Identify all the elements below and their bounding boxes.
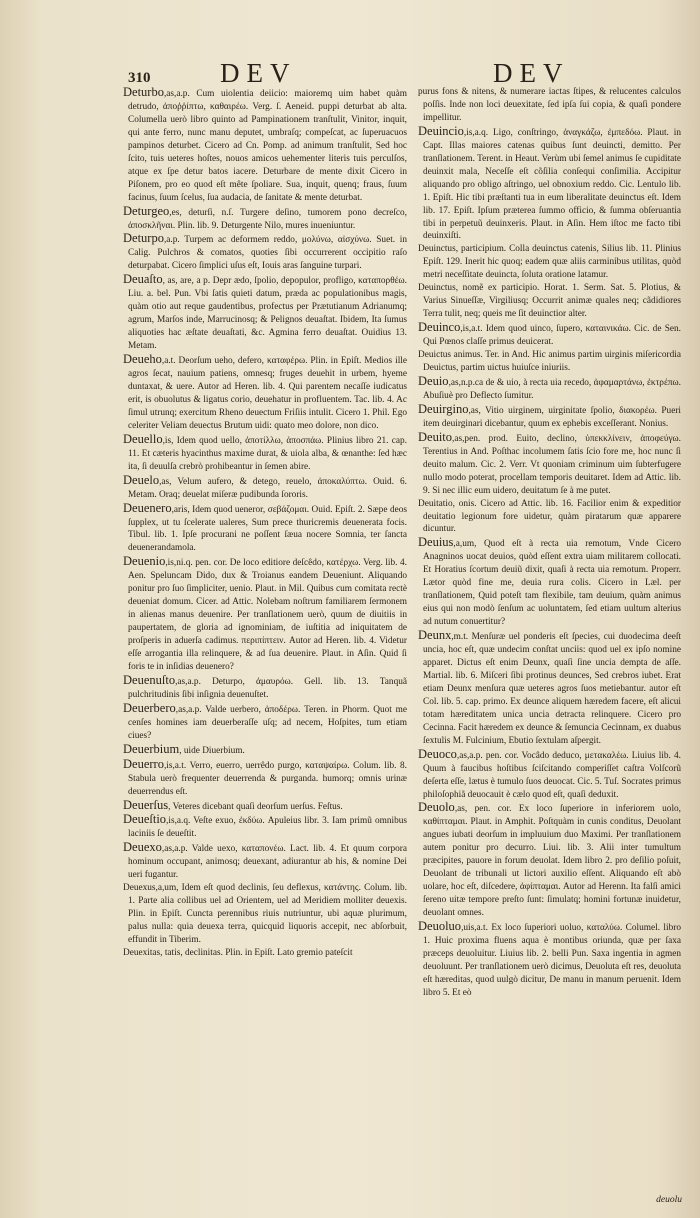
entry-text: ,is,a.q. Veſte exuo, ἐκδύω. Apuleius libr. 3. Iam primũ omnibus laciniis ſe deueſtit. xyxy=(128,816,407,840)
entry-headword: Deuenero xyxy=(123,500,172,515)
entry-text: , uide Diuerbium. xyxy=(179,745,245,756)
dictionary-entry xyxy=(123,882,407,947)
dictionary-entry xyxy=(123,232,407,273)
entry-headword: Deuoco xyxy=(418,746,457,761)
right-column xyxy=(418,86,681,1141)
dictionary-entry xyxy=(123,841,407,882)
catchword: deuolu xyxy=(656,1195,682,1205)
dictionary-entry xyxy=(123,205,407,233)
entry-text: ,a,um, Quod eſt à recta uia remotum, Vnde Cicero Anagninos uocat deuios, quòd eſſent extra uiam militarem collocati. Et Horatius ſcortum deuiũ dixit, quaſi à recta uia remotum. Properr. Lætor quòd fine me, deuia rura colis. Cicero in Læl. per tranſlationem, Quid poteſt tam flexibile, tam deuium, quàm animus eius qui non modò ſenſum ac uoluntatem, ſed etiam uultum alterius ad nutum conuertitur? xyxy=(423,539,681,628)
entry-text: Deuexitas, tatis, declinitas. Plin. in Epiſt. Lato gremio pateſcit xyxy=(123,948,353,958)
entry-headword: Deuerbero xyxy=(123,700,176,715)
dictionary-entry xyxy=(418,403,681,431)
entry-headword: Deuerſus xyxy=(123,797,169,812)
entry-headword: Deturpo xyxy=(123,231,164,246)
entry-headword: Deuinco xyxy=(418,320,461,335)
entry-headword: Deuerro xyxy=(123,756,164,771)
dictionary-entry xyxy=(123,555,407,674)
entry-headword: Deunx xyxy=(418,628,452,643)
page-header xyxy=(128,58,688,88)
entry-text: Deuinctus, nomẽ ex participio. Horat. 1. Serm. Sat. 5. Plotius, & Varius Sinueſſæ, Virgiliusq; Occurrit animæ quales neq; cãdidiores Terra tulit, neq; queis me ſit deuinctior alter. xyxy=(418,283,681,320)
entry-text: ,uis,a.t. Ex loco ſuperiori uoluo, καταλύω. Columel. libro 1. Huic proxima fluens aqua è montibus oriunda, quæ per ſaxa præceps deuoluitur. Liuius lib. 2. belli Pun. Saxa ingentia in agmen deuoluunt. Per tranſlationem uerò dicimus, Deuoluta eſt res, deuoluta eſt hæreditas, quod uulgò dicitur, De manu in manum peruenit. Idem libro 5. Et eò xyxy=(423,923,681,998)
entry-text: ,as,n.p.ca de & uio, à recta uia recedo, ἀφαμαρτάνω, ἐκτρέπω. Abuſiuè pro Deflecto ſumitur. xyxy=(423,377,681,401)
entry-text: ,a.t. Deorſum ueho, defero, καταφέρω. Plin. in Epiſt. Medios ille agros ſecat, nauium patiens, omnesq; fruges deuehit in urbem, hyeme duntaxat, & uere. Autor ad Heren. lib. 4. Qui parentem necaſſe iudicatus erit, is obuolutus & ligatus corio, deuehatur in profluentem. Tac. lib. 4. Ac ſimul utrunq; exercitum Rheno deuectum Friſiis intulit. Cicero 1. Phil. Ego celeriter Veliam deuectus Brutum uidi: quato meo dolore, non dico. xyxy=(128,356,407,431)
running-head-left: DEV xyxy=(220,58,297,88)
entry-text: Deuitatio, onis. Cicero ad Attic. lib. 16. Facilior enim & expeditior deuitatio legionum fore uidetur, quàm piratarum quæ apparere dicuntur. xyxy=(418,498,681,535)
entry-text: , as, are, a p. Depr ædo, ſpolio, depopulor, profligo, καταπορθέω. Liu. a. bel. Pun. Vbi ſatis quieti datum, præda ac populationibus magis, quàm otio aut reque gaudentibus, profectus per Prætutianum Adrianumq; agrum, Marſos inde, Marrucinosq; & Pelignos deuaſtat. Ibidem, Ita ſumus aliquoties hac æſtate deuaſtati, &c. Agmina ferro deuaſtat. Ouidius 13. Metam. xyxy=(128,276,407,352)
entry-headword: Deuoluo xyxy=(418,919,462,934)
entry-headword: Deturgeo xyxy=(123,203,170,218)
left-column xyxy=(123,86,407,1126)
entry-text: ,as, pen. cor. Ex loco ſuperiore in inferiorem uolo, καθίπταμαι. Plaut. in Amphit. Poſtquàm in cunis conditus, Deuolant angues iubati deorſum in impluuium duo Maximi. Per tranſlationem autem ponitur pro decurro. Liui. lib. 3. Alii inter tumultum præcipites, pauore in forum deuolat. Idem libro 2. pro deſilio poſuit, Deuolant de tribunali ut lictori auxilio eſſent. Aliquando eſt abò uolare, hoc eſt, diſcedere, ἀφίπταμαι. Autor ad Herenn. Ita falſi amici ſereno uitæ tempore preſto ſunt: ſimulatq; homini fortunæ inuidetur, deuolant omnes. xyxy=(423,804,681,919)
dictionary-entry xyxy=(123,502,407,556)
dictionary-entry xyxy=(123,743,407,758)
dictionary-entry xyxy=(418,801,681,920)
entry-text: ,as,a.p. Valde uexo, καταπονέω. Lact. lib. 4. Et quum corpora hominum occupant, animosq; deuexant, adiurantur ab his, & nomine Dei ueri fugantur. xyxy=(128,844,407,881)
dictionary-entry xyxy=(418,321,681,349)
entry-text: ,as, Vitio uirginem, uirginitate ſpolio, διακορέω. Pueri item deuirginari dicebantur, quum ex ephebis exceſſerant. Nonius. xyxy=(423,405,681,429)
entry-text: ,is,ni.q. pen. cor. De loco editiore deſcêdo, κατέρχω. Verg. lib. 4. Aen. Speluncam Dido, dux & Troianus eandem Deueniunt. Aliquando ponitur pro ſuo ſimpliciter, uenio. Plaut. in Mil. Quibus cum comitata rectè deueniat domum. Cicer. ad Attic. Nolebam noſtrum familiarem ſermonem in alienas manus deuenire. Per tranſlationem uerò, quum de diuitiis in paupertatem, de gloria ad ignominiam, de iuſtitia ad iniquitatem de proſperis in aduerſa cadimus. περιπίπτειν. Autor ad Heren. lib. 4. Videtur eſſe arrogantia illa relinquere, & ad ſua deuenire. Plaut. in Aſin. Quid ſi foris te in inſidias deuenero? xyxy=(128,558,407,672)
entry-headword: Deueſtio xyxy=(123,812,167,827)
entry-text: ,is,a.t. Verro, euerro, uerrêdo purgo, καταψαίρω. Colum. lib. 8. Stabula uerò frequenter deuerrenda & purganda. humorq; omnis urinæ deuerrendus eſt. xyxy=(128,760,407,797)
entry-text: ,is,a.t. Idem quod uinco, ſupero, καταινικάω. Cic. de Sen. Qui Pœnos claſſe primus deuicerat. xyxy=(423,324,681,348)
dictionary-entry xyxy=(418,498,681,537)
entry-text: ,is, Idem quod uello, ἀποτίλλω, ἀποσπάω. Plinius libro 21. cap. 11. Et cæteris hyacinthus maxime durat, & uiola alba, & œnanthe: ſed hæc ita, ſi deuulſa crebrò prohibeantur in ſemen abire. xyxy=(128,435,407,472)
entry-text: ,es, deturſi, n.ſ. Turgere deſino, tumorem pono decreſco, ἀποσκλῆναι. Plin. lib. 9. Deturgente Nilo, mures inueniuntur. xyxy=(128,207,407,231)
running-head-right: DEV xyxy=(493,58,570,88)
dictionary-entry xyxy=(123,353,407,433)
dictionary-entry xyxy=(418,349,681,375)
dictionary-entry xyxy=(123,86,407,205)
entry-text: , Veteres dicebant quaſi deorſum uerſus. Feſtus. xyxy=(168,801,343,812)
entry-text: ,as,a.p. Cum uiolentia deiicio: maioremq uim habet quàm detrudo, ἀποῤῥίπτω, καθαιρέω. Verg. ſ. Aeneid. puppi deturbat ab alta. Columella uerò libro quinto ad Pampinationem tranſtulit, Vinitor, inquit, qui ante ferro, nunc manu deputet, umbraſq; compeſcat, ac ſuperuacuos pampinos deturbet. Cicero ad Cn. Pomp. ad animum tranſtulit, Sed hoc ſcito, tuis ueteres hoſtes, nouos amicos uehementer literis tuis perculſos, atque ex ſpe detur batos iacere. Deturbare de mente dixit Cicero in Piſonem, pro eo quod eſt mête ſpoliare. Sua, inquit, quenq; fraus, ſuum facinus, ſuum ſcelus, ſua audacia, de ſanitate & mente deturbat. xyxy=(128,89,407,203)
dictionary-entry xyxy=(418,920,681,1000)
dictionary-entry xyxy=(418,125,681,244)
entry-headword: Deuerbium xyxy=(123,741,180,756)
entry-text: ,is,a.q. Ligo, conſtringo, ἀναγκάζω, ἐμπεδόω. Plaut. in Capt. Illas maiores catenas quibus ſunt deuincti, demitto. Per tranſlationem. Terent. in Heaut. Verùm ubi ſemel animus ſe cupiditate deuinxit mala, Neceſſe eſt cõſilia conſequi conſimilia. Accipitur aliquando pro obligo aſtringo, uel obnoxium reddo. Cic. Lentulo lib. 1. Epiſt. Hic tibi præſtanti tua in eum liberalitate deuinctus eſt. Idem lib. 17. Epiſt. Ipſum præterea ſummo officio, & ſumma obſeruantia tibi in perpetuũ deuinxeris. Plaut. in Aſin. Hem iſtoc me facto tibi deuinxiſti. xyxy=(423,127,681,242)
entry-text: ,as,a.p. Deturpo, ἀμαυρόω. Gell. lib. 13. Tanquã pulchritudinis ſibi inſignia deuenuſtet. xyxy=(128,676,407,700)
entry-headword: Deuio xyxy=(418,373,449,388)
entry-headword: Deuius xyxy=(418,535,454,550)
entry-text: Deuictus animus. Ter. in And. Hic animus partim uirginis miſericordia Deuictus, partim uictus huiuſce iniuriis. xyxy=(418,350,681,374)
dictionary-entry xyxy=(418,243,681,282)
dictionary-entry xyxy=(123,674,407,702)
dictionary-entry xyxy=(418,431,681,498)
entry-text: Deuexus,a,um, Idem eſt quod declinis, ſeu deflexus, κατάντης. Colum. lib. 1. Parte alia collibus uel ad Orientem, uel ad Meridiem molliter deuexis. Plin. in Epiſt. Cuncta perennibus riuis nutriuntur, ubi aquæ plurimum, palus nulla: quia deuexa terra, quicquid liquoris accepit, nec abſorbuit, effundit in Tiberim. xyxy=(123,883,407,946)
entry-headword: Deuenio xyxy=(123,554,166,569)
entry-headword: Deturbo xyxy=(123,86,164,99)
dictionary-entry xyxy=(123,474,407,502)
dictionary-entry xyxy=(418,536,681,629)
entry-text: ,as,pen. prod. Euito, declino, ὑπεκκλίνειν, ἀποφεύγω. Terentius in And. Poſthac incolumem ſatis ſcio fore me, hoc nunc ſi deuito malum. Cic. 2. Verr. Vt quoniam criminum uim ſubterfugere nullo modo poterat, procellam temporis deuitaret. Idem ad Attic. lib. 9. Si nec illic eum uidero, deuitatum ſe à me putet. xyxy=(423,433,681,496)
dictionary-entry xyxy=(418,629,681,748)
entry-headword: Deuirgino xyxy=(418,401,469,416)
entry-headword: Deuelo xyxy=(123,472,160,487)
dictionary-entry xyxy=(418,748,681,802)
entry-text: purus fons & nitens, & numerare iactas ſtipes, & relucentes calculos poſſis. Inde non loci deuexitate, ſed ipſa ſui copia, & quaſi pondere impellitur. xyxy=(418,87,681,123)
dictionary-entry xyxy=(123,813,407,841)
entry-text: ,m.t. Menſuræ uel ponderis eſt ſpecies, cui duodecima deeſt uncia, hoc eſt, quæ undecim conſtat unciis: quod uel ex ipſo nomine apparet. Dictus eſt enim Deunx, quaſi ſine uncia dempta de aſſe. Martial. lib. 6. Miſceri ſibi protinus deunces, Sed crebros iubet. Erat etiam Deunx menſura quæ ueteres agros ſuos metiebantur. autor eſt Col. lib. 5. cap. primo. Ex deunce aliquem hæredem facere, eſt alicui totam hæreditatem unica uncia detracta relinquere. Cicero pro Cecinna. Facit hæredem ex deunce & ſemuncia Cecinnam, ex duabus ſextulis M. Fulcinium, Ebutio ſextulam aſpergit. xyxy=(423,632,681,746)
dictionary-entry xyxy=(123,947,407,960)
entry-headword: Deuello xyxy=(123,431,163,446)
dictionary-entry xyxy=(123,273,407,353)
entry-text: ,aris, Idem quod ueneror, σεβάζομαι. Ouid. Epiſt. 2. Sæpe deos ſupplex, ut tu ſcelerate ualeres, Sum prece thuricremis deuenerata focis. Tibul. lib. 1. Ipſe procurani ne poſſent ſæua nocere Somnia, ter ſancta deuenerandamola. xyxy=(128,504,407,554)
entry-headword: Deuenuſto xyxy=(123,672,176,687)
entry-headword: Deueho xyxy=(123,352,162,367)
entry-headword: Deuaſto xyxy=(123,272,163,287)
dictionary-entry xyxy=(418,375,681,403)
folio-number: 310 xyxy=(128,70,151,86)
dictionary-entry xyxy=(123,433,407,474)
entry-headword: Deuolo xyxy=(418,800,455,815)
entry-text: ,a.p. Turpem ac deformem reddo, μολύνω, αἰσχύνω. Suet. in Calig. Pulchros & comatos, quoties ſibi occurrerent occipitio raſo deturpabat. Cicero ſimplici uſus eſt, Iouis aras ſanguine turpari. xyxy=(128,235,407,272)
entry-text: Deuinctus, participium. Colla deuinctus catenis, Silius lib. 11. Plinius Epiſt. 129. Inerit hic quoq; eadem quæ aliis carminibus utilitas, quòd metri neceſſitate deuincta, ſoluta oratione latamur. xyxy=(418,244,681,281)
entry-text: ,as, Velum aufero, & detego, reuelo, ἀποκαλύπτω. Ouid. 6. Metam. Oraq; deuelat miſeræ pudibunda ſororis. xyxy=(128,476,407,500)
dictionary-entry xyxy=(418,282,681,321)
dictionary-entry xyxy=(418,86,681,125)
entry-headword: Deuito xyxy=(418,429,453,444)
dictionary-entry xyxy=(123,799,407,814)
dictionary-entry xyxy=(123,702,407,743)
dictionary-entry xyxy=(123,758,407,799)
entry-headword: Deuexo xyxy=(123,840,162,855)
entry-text: ,as,a.p. Valde uerbero, ἀποδέρω. Teren. in Phorm. Quot me cenſes homines iam deuerberaſſe uſq; ad necem, Hoſpites, tum etiam ciues? xyxy=(128,704,407,741)
entry-headword: Deuincio xyxy=(418,123,464,138)
entry-text: ,as,a.p. pen. cor. Vocâdo deduco, μετακαλέω. Liuius lib. 4. Quum à faucibus hoſtibus ſciſcitando comperiſſet caſtra Volſcorũ deſerta eſſe, lætus è tumulo ſuos deuocat. Cic. 5. Tuſ. Socrates primus philoſophiã deuocauit è cælo quod eſt, quaſi deduxit. xyxy=(423,750,681,800)
